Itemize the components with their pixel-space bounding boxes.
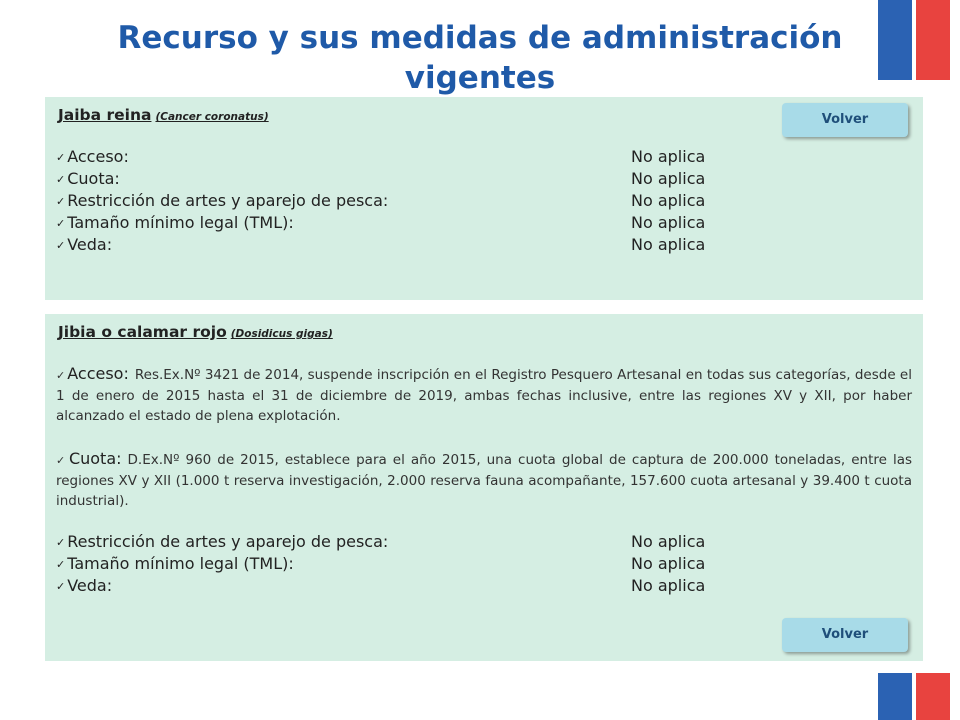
measure-row-artes: ✓ Restricción de artes y aparejo de pesca: bbox=[56, 191, 389, 210]
check-icon: ✓ bbox=[56, 173, 66, 186]
measure-value: No aplica bbox=[631, 235, 706, 254]
measure-value: No aplica bbox=[631, 169, 706, 188]
check-icon: ✓ bbox=[56, 239, 66, 252]
measure-row-veda: ✓ Veda: bbox=[56, 235, 113, 254]
check-icon: ✓ bbox=[56, 558, 66, 571]
species-scientific-name: (Dosidicus gigas) bbox=[230, 328, 333, 340]
measure-row-artes: ✓ Restricción de artes y aparejo de pesca: bbox=[56, 532, 389, 551]
measure-row-tml: ✓ Tamaño mínimo legal (TML): bbox=[56, 213, 294, 232]
check-icon: ✓ bbox=[56, 217, 66, 230]
measure-value: No aplica bbox=[631, 213, 706, 232]
measure-value: No aplica bbox=[631, 554, 706, 573]
species-name: Jaiba reina bbox=[58, 106, 152, 124]
species-name: Jibia o calamar rojo bbox=[58, 323, 227, 341]
species-heading bbox=[58, 106, 269, 124]
measure-row-veda: ✓ Veda: bbox=[56, 576, 113, 595]
flag-logo-bottom bbox=[878, 673, 950, 720]
page-title: Recurso y sus medidas de administración vigentes bbox=[117, 20, 843, 96]
measure-value: No aplica bbox=[631, 532, 706, 551]
check-icon: ✓ bbox=[56, 195, 66, 208]
check-icon: ✓ bbox=[56, 151, 66, 164]
back-button-bottom[interactable]: Volver bbox=[782, 618, 908, 652]
measure-acceso-detail: ✓ Acceso: Res.Ex.Nº 3421 de 2014, suspende inscripción en el Registro Pesquero Artesanal en todas sus categorías, desde el 1 de enero de 2015 hasta el 31 de diciembre de 2019, ambas fechas inclusive, entre las regiones XV y XII, por haber alcanzado el estado de plena explotación. bbox=[56, 364, 912, 424]
measure-value: No aplica bbox=[631, 191, 706, 210]
species-panel-jibia bbox=[45, 314, 923, 661]
species-heading bbox=[58, 323, 333, 341]
measure-cuota-detail: ✓ Cuota: D.Ex.Nº 960 de 2015, establece para el año 2015, una cuota global de captura de 200.000 toneladas, entre las regiones XV y XII (1.000 t reserva investigación, 2.000 reserva fauna acompañante, 157.600 cuota artesanal y 39.400 t cuota industrial). bbox=[56, 449, 912, 509]
check-icon: ✓ bbox=[56, 454, 67, 467]
measure-value: No aplica bbox=[631, 576, 706, 595]
species-scientific-name: (Cancer coronatus) bbox=[155, 111, 269, 123]
check-icon: ✓ bbox=[56, 369, 66, 382]
measure-row-cuota: ✓ Cuota: bbox=[56, 169, 120, 188]
measure-row-acceso: ✓ Acceso: bbox=[56, 147, 129, 166]
check-icon: ✓ bbox=[56, 580, 66, 593]
check-icon: ✓ bbox=[56, 536, 66, 549]
measure-value: No aplica bbox=[631, 147, 706, 166]
back-button-top[interactable]: Volver bbox=[782, 103, 908, 137]
measure-row-tml: ✓ Tamaño mínimo legal (TML): bbox=[56, 554, 294, 573]
